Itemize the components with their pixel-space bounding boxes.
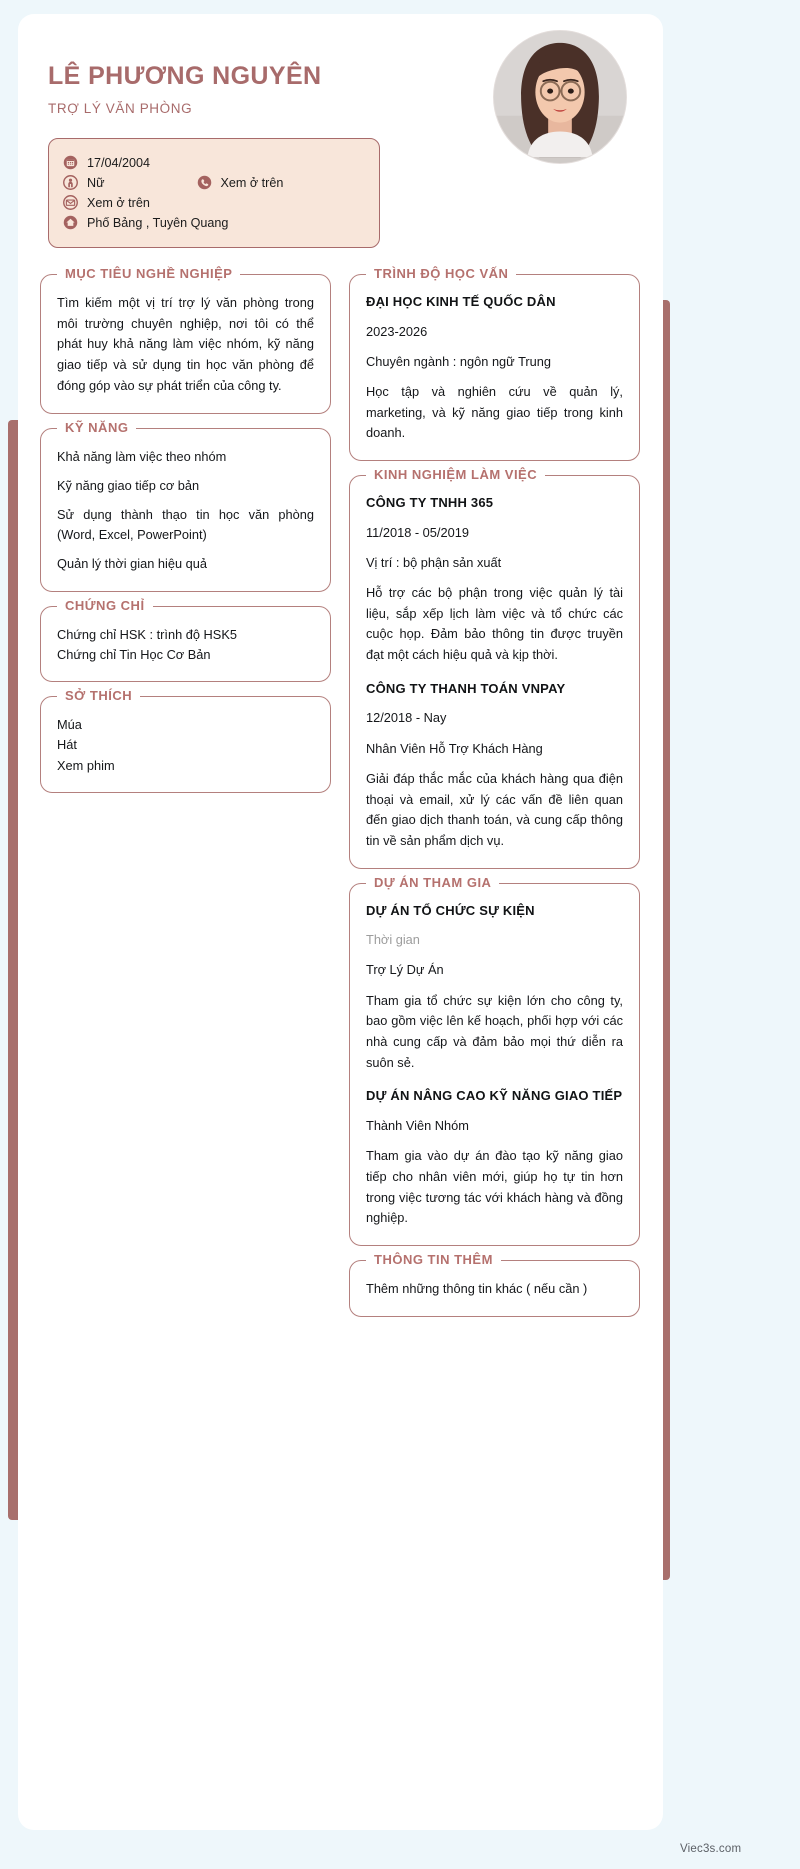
list-item: Kỹ năng giao tiếp cơ bản (57, 477, 200, 493)
email-value: Xem ở trên (87, 195, 150, 210)
project-role: Trợ Lý Dự Án (366, 962, 444, 978)
calendar-icon (63, 155, 78, 170)
envelope-icon (63, 195, 78, 210)
education-entry (366, 293, 623, 444)
section-experience (349, 467, 640, 869)
gender-value: Nữ (87, 175, 105, 190)
project-entry (366, 902, 623, 1074)
contact-row-gender-phone (63, 175, 365, 190)
education-school: ĐẠI HỌC KINH TẾ QUỐC DÂN (366, 294, 556, 309)
contact-gender (63, 175, 105, 190)
education-description: Học tập và nghiên cứu về quản lý, marketing, và kỹ năng giao tiếp trong kinh doanh. (366, 383, 623, 441)
objective-text: Tìm kiếm một vị trí trợ lý văn phòng trong môi trường chuyên nghiệp, nơi tôi có thể phát huy khả năng làm việc nhóm, kỹ năng giao tiếp và sử dụng tin học văn phòng để đóng góp vào sự phát triển của công ty. (57, 295, 314, 393)
project-period: Thời gian (366, 932, 420, 948)
list-item: Quản lý thời gian hiệu quả (57, 556, 207, 572)
list-item: Khả năng làm việc theo nhóm (57, 448, 227, 464)
section-title-skills: KỸ NĂNG (57, 420, 136, 435)
section-title-hobbies: SỞ THÍCH (57, 688, 140, 703)
section-title-education: TRÌNH ĐỘ HỌC VẤN (366, 266, 516, 281)
contact-row-address (63, 215, 365, 230)
project-entry (366, 1087, 623, 1229)
experience-period: 11/2018 - 05/2019 (366, 524, 469, 540)
project-role: Thành Viên Nhóm (366, 1118, 469, 1134)
experience-position: Vị trí : bộ phận sản xuất (366, 554, 502, 570)
extra-info-text: Thêm những thông tin khác ( nếu cần ) (366, 1281, 588, 1297)
section-certificates (40, 597, 331, 682)
education-years: 2023-2026 (366, 323, 428, 339)
list-item: Múa (57, 717, 82, 733)
section-extra-info (349, 1252, 640, 1317)
experience-description: Hỗ trợ các bộ phận trong việc quản lý tài liệu, sắp xếp lịch làm việc và tổ chức các cuộc họp. Đảm bảo thông tin được truyền đạt một cách hiệu quả và kịp thời. (366, 585, 623, 663)
contact-row-email (63, 195, 365, 210)
list-item: Chứng chỉ HSK : trình độ HSK5 (57, 626, 237, 642)
section-skills (40, 419, 331, 592)
home-icon (63, 215, 78, 230)
cv-columns (18, 266, 663, 1331)
section-title-experience: KINH NGHIỆM LÀM VIỆC (366, 467, 545, 482)
address-value: Phố Bảng , Tuyên Quang (87, 215, 229, 230)
page-title: LÊ PHƯƠNG NGUYÊN (48, 62, 322, 90)
contact-row-birthday (63, 155, 365, 170)
section-title-projects: DỰ ÁN THAM GIA (366, 875, 499, 890)
project-description: Tham gia vào dự án đào tạo kỹ năng giao tiếp cho nhân viên mới, giúp họ tự tin hơn trong việc tương tác với khách hàng và đồng nghiệp. (366, 1148, 623, 1226)
experience-position: Nhân Viên Hỗ Trợ Khách Hàng (366, 740, 543, 756)
project-name: DỰ ÁN TỔ CHỨC SỰ KIỆN (366, 902, 535, 918)
section-objective (40, 266, 331, 414)
experience-entry (366, 680, 623, 852)
right-column (340, 266, 640, 1331)
experience-entry (366, 494, 623, 666)
section-title-extra-info: THÔNG TIN THÊM (366, 1252, 501, 1267)
list-item: Hát (57, 737, 77, 753)
birthday-value: 17/04/2004 (87, 155, 151, 170)
section-projects (349, 874, 640, 1246)
cv-page (18, 14, 663, 1830)
education-major: Chuyên ngành : ngôn ngữ Trung (366, 353, 552, 369)
list-item: Chứng chỉ Tin Học Cơ Bản (57, 646, 211, 662)
section-title-certificates: CHỨNG CHỈ (57, 598, 153, 613)
project-name: DỰ ÁN NÂNG CAO KỸ NĂNG GIAO TIẾP (366, 1088, 623, 1104)
list-item: Xem phim (57, 757, 115, 773)
job-title: TRỢ LÝ VĂN PHÒNG (48, 101, 193, 116)
list-item: Sử dụng thành thạo tin học văn phòng (Word, Excel, PowerPoint) (57, 507, 314, 543)
experience-company: CÔNG TY THANH TOÁN VNPAY (366, 680, 566, 696)
contact-phone (197, 175, 284, 190)
phone-icon (197, 175, 212, 190)
section-hobbies (40, 688, 331, 793)
phone-value: Xem ở trên (220, 175, 284, 190)
contact-info-box (48, 138, 380, 248)
experience-period: 12/2018 - Nay (366, 710, 447, 726)
footer-brand: Viec3s.com (680, 1843, 742, 1855)
portrait-photo-icon (494, 31, 626, 163)
gender-icon (63, 175, 78, 190)
experience-company: CÔNG TY TNHH 365 (366, 495, 494, 511)
left-column (40, 266, 340, 1331)
project-description: Tham gia tổ chức sự kiện lớn cho công ty, bao gồm việc lên kế hoạch, phối hợp với các nhà cung cấp và đảm bảo mọi thứ diễn ra suôn sẻ. (366, 992, 623, 1070)
section-title-objective: MỤC TIÊU NGHỀ NGHIỆP (57, 266, 240, 281)
cv-header (18, 14, 663, 274)
section-education (349, 266, 640, 461)
experience-description: Giải đáp thắc mắc của khách hàng qua điện thoại và email, xử lý các vấn đề liên quan đến giao dịch thanh toán, và cung cấp thông tin về sản phẩm dịch vụ. (366, 770, 623, 848)
avatar (493, 30, 627, 164)
